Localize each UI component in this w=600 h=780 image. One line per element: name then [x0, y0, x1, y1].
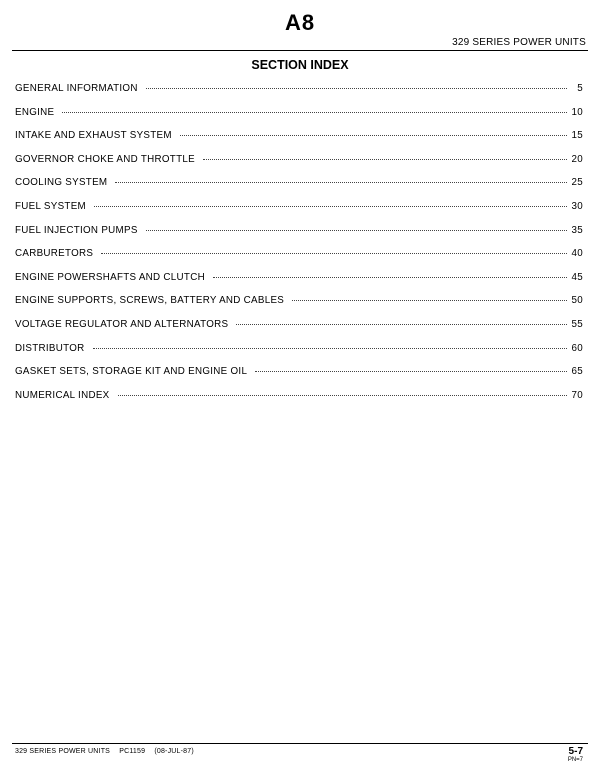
index-entry-label: VOLTAGE REGULATOR AND ALTERNATORS: [15, 318, 229, 330]
dot-leader: [180, 135, 567, 136]
index-entry-label: DISTRIBUTOR: [15, 342, 85, 354]
series-header: 329 SERIES POWER UNITS: [452, 37, 586, 48]
footer-rule: [12, 743, 588, 744]
index-entry-label: ENGINE POWERSHAFTS AND CLUTCH: [15, 271, 205, 283]
index-entry-label: NUMERICAL INDEX: [15, 389, 110, 401]
footer-page-number: 5-7: [568, 746, 583, 757]
page-code: A8: [284, 10, 316, 35]
dot-leader: [292, 300, 567, 301]
index-entry-voltage-regulator-alternators[interactable]: [15, 319, 583, 343]
index-entry-label: COOLING SYSTEM: [15, 177, 108, 189]
dot-leader: [236, 324, 567, 325]
header-rule: [12, 50, 588, 51]
index-entry-page: 30: [571, 200, 583, 212]
index-entry-governor-choke-throttle[interactable]: [15, 154, 583, 178]
dot-leader: [101, 253, 567, 254]
index-entry-intake-exhaust[interactable]: [15, 130, 583, 154]
section-title: SECTION INDEX: [251, 58, 349, 72]
index-entry-page: 40: [571, 248, 583, 260]
index-entry-page: 60: [571, 342, 583, 354]
dot-leader: [94, 206, 567, 207]
index-entry-fuel-injection-pumps[interactable]: [15, 225, 583, 249]
index-entry-label: CARBURETORS: [15, 248, 94, 260]
index-entry-page: 20: [571, 153, 583, 165]
index-entry-page: 10: [571, 106, 583, 118]
index-entry-label: GENERAL INFORMATION: [15, 83, 138, 94]
dot-leader: [118, 395, 568, 396]
index-entry-general-information[interactable]: [15, 83, 583, 107]
index-entry-label: GOVERNOR CHOKE AND THROTTLE: [15, 153, 195, 165]
index-entry-page: 65: [571, 366, 583, 378]
dot-leader: [115, 182, 567, 183]
footer-catalog: PC1159: [119, 748, 146, 755]
index-entry-numerical-index[interactable]: [15, 390, 583, 414]
index-entry-powershafts-clutch[interactable]: [15, 272, 583, 296]
dot-leader: [62, 112, 567, 113]
index-entry-label: FUEL INJECTION PUMPS: [15, 224, 138, 236]
index-entry-page: 15: [571, 130, 583, 142]
index-entry-carburetors[interactable]: [15, 248, 583, 272]
footer-series: 329 SERIES POWER UNITS: [15, 748, 111, 755]
index-list: [15, 83, 583, 413]
footer-date: (08-JUL-87): [154, 748, 194, 755]
index-entry-supports-screws-battery-cables[interactable]: [15, 295, 583, 319]
index-entry-page: 35: [571, 224, 583, 236]
index-entry-distributor[interactable]: [15, 343, 583, 367]
dot-leader: [203, 159, 567, 160]
index-entry-label: INTAKE AND EXHAUST SYSTEM: [15, 130, 172, 142]
footer-pn: PN=7: [567, 757, 583, 763]
index-entry-label: ENGINE SUPPORTS, SCREWS, BATTERY AND CABLES: [15, 295, 285, 307]
index-entry-page: 25: [571, 177, 583, 189]
dot-leader: [146, 88, 567, 89]
index-entry-page: 70: [571, 389, 583, 401]
dot-leader: [146, 230, 567, 231]
index-entry-label: GASKET SETS, STORAGE KIT AND ENGINE OIL: [15, 366, 248, 378]
footer-info: [15, 748, 201, 755]
index-entry-page: 5: [577, 83, 583, 94]
index-entry-fuel-system[interactable]: [15, 201, 583, 225]
index-entry-label: ENGINE: [15, 106, 55, 118]
index-entry-page: 50: [571, 295, 583, 307]
index-entry-engine[interactable]: [15, 107, 583, 131]
index-entry-page: 55: [571, 318, 583, 330]
index-entry-page: 45: [571, 271, 583, 283]
dot-leader: [213, 277, 567, 278]
index-entry-cooling-system[interactable]: [15, 177, 583, 201]
index-entry-gasket-sets-storage-oil[interactable]: [15, 366, 583, 390]
dot-leader: [93, 348, 567, 349]
dot-leader: [255, 371, 567, 372]
index-entry-label: FUEL SYSTEM: [15, 200, 86, 212]
